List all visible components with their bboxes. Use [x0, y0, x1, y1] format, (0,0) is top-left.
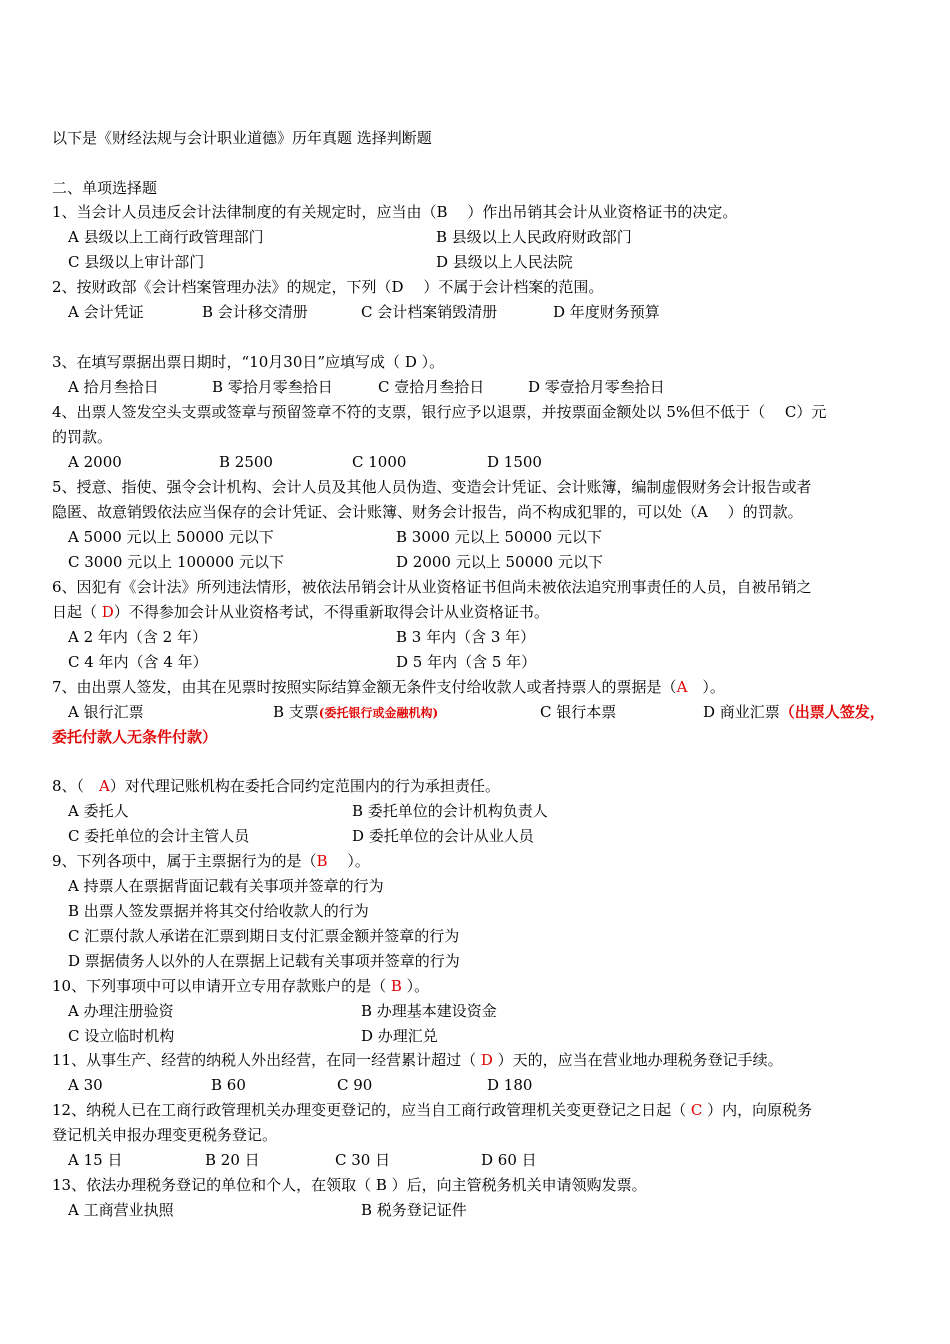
- q10-post: ）。: [401, 977, 430, 995]
- q1-option-a: A 县级以上工商行政管理部门: [68, 228, 264, 246]
- question-13: 13、依法办理税务登记的单位和个人，在领取（ B ）后，向主管税务机关申请领购发票。: [52, 1176, 647, 1194]
- q10-option-c: C 设立临时机构: [68, 1027, 175, 1045]
- q11-option-d: D 180: [487, 1076, 533, 1094]
- q4-option-d: D 1500: [487, 453, 542, 471]
- q3-option-c: C 壹拾月叁拾日: [378, 378, 485, 396]
- q7-option-d: [703, 702, 885, 722]
- q7-pre: 7、由出票人签发，由其在见票时按照实际结算金额无条件支付给收款人或者持票人的票据是（: [52, 678, 677, 696]
- q9-option-b: B 出票人签发票据并将其交付给收款人的行为: [68, 902, 369, 920]
- question-5-line-1: 5、授意、指使、强令会计机构、会计人员及其他人员伪造、变造会计凭证、会计账簿，编制虚假财务会计报告或者: [52, 478, 812, 496]
- q1-option-d: D 县级以上人民法院: [436, 253, 573, 271]
- q7-post: ）。: [687, 678, 725, 696]
- q6-line2-pre: 日起（: [52, 603, 102, 621]
- q5-option-d: D 2000 元以上 50000 元以下: [396, 553, 603, 571]
- q11-option-a: A 30: [68, 1076, 103, 1094]
- q5-option-b: B 3000 元以上 50000 元以下: [396, 528, 602, 546]
- question-6-line-2: [52, 602, 549, 622]
- q8-answer: A: [99, 777, 110, 795]
- question-7: [52, 677, 725, 697]
- q7-option-b-text: B 支票: [273, 703, 319, 721]
- q9-post: ）。: [327, 852, 370, 870]
- q3-option-a: A 拾月叁拾日: [68, 378, 159, 396]
- question-8: [52, 776, 500, 796]
- q9-option-a: A 持票人在票据背面记载有关事项并签章的行为: [68, 877, 384, 895]
- q13-option-a: A 工商营业执照: [68, 1201, 174, 1219]
- q7-option-d-text: D 商业汇票: [703, 703, 780, 721]
- question-11: [52, 1050, 783, 1070]
- q10-option-b: B 办理基本建设资金: [361, 1002, 497, 1020]
- q6-option-c: C 4 年内（含 4 年）: [68, 653, 208, 671]
- q12-option-c: C 30 日: [335, 1151, 391, 1169]
- q12-pre: 12、纳税人已在工商行政管理机关办理变更登记的，应当自工商行政管理机关变更登记之日起（: [52, 1101, 691, 1119]
- q8-option-b: B 委托单位的会计机构负责人: [352, 802, 548, 820]
- q11-post: ）天的，应当在营业地办理税务登记手续。: [492, 1051, 783, 1069]
- q2-option-c: C 会计档案销毁清册: [361, 303, 498, 321]
- q7-option-b-note: (委托银行或金融机构): [318, 706, 439, 720]
- q12-answer: C: [690, 1101, 703, 1119]
- q9-option-c: C 汇票付款人承诺在汇票到期日支付汇票金额并签章的行为: [68, 927, 460, 945]
- q12-option-d: D 60 日: [481, 1151, 537, 1169]
- question-12-line-1: [52, 1100, 812, 1120]
- question-12-line-2: 登记机关申报办理变更税务登记。: [52, 1126, 278, 1144]
- q2-option-b: B 会计移交清册: [202, 303, 308, 321]
- q11-pre: 11、从事生产、经营的纳税人外出经营，在同一经营累计超过（: [52, 1051, 481, 1069]
- q10-option-d: D 办理汇兑: [361, 1027, 438, 1045]
- q8-option-a: A 委托人: [68, 802, 129, 820]
- question-10: [52, 976, 429, 996]
- q12-post: ）内，向原税务: [702, 1101, 813, 1119]
- q9-option-d: D 票据债务人以外的人在票据上记载有关事项并签章的行为: [68, 952, 460, 970]
- q1-option-b: B 县级以上人民政府财政部门: [436, 228, 632, 246]
- question-3: 3、在填写票据出票日期时，“10月30日”应填写成（ D ）。: [52, 353, 445, 371]
- q8-post: ）对代理记账机构在委托合同约定范围内的行为承担责任。: [109, 777, 500, 795]
- q6-line2-post: ）不得参加会计从业资格考试，不得重新取得会计从业资格证书。: [113, 603, 549, 621]
- q12-option-a: A 15 日: [68, 1151, 123, 1169]
- q7-answer: A: [676, 678, 688, 696]
- q7-option-a: A 银行汇票: [68, 703, 144, 721]
- q10-pre: 10、下列事项中可以申请开立专用存款账户的是（: [52, 977, 391, 995]
- q4-option-c: C 1000: [352, 453, 407, 471]
- q7-option-d-note: （出票人签发，: [779, 703, 885, 721]
- q6-option-a: A 2 年内（含 2 年）: [68, 628, 207, 646]
- q6-option-b: B 3 年内（含 3 年）: [396, 628, 536, 646]
- q5-option-c: C 3000 元以上 100000 元以下: [68, 553, 284, 571]
- q11-option-c: C 90: [337, 1076, 373, 1094]
- q13-option-b: B 税务登记证件: [361, 1201, 467, 1219]
- q6-option-d: D 5 年内（含 5 年）: [396, 653, 537, 671]
- question-2: 2、按财政部《会计档案管理办法》的规定，下列（D ）不属于会计档案的范围。: [52, 278, 604, 296]
- q11-answer: D: [480, 1051, 493, 1069]
- section-title: 二、单项选择题: [52, 179, 158, 197]
- q8-option-d: D 委托单位的会计从业人员: [352, 827, 534, 845]
- question-4-line-2: 的罚款。: [52, 428, 113, 446]
- intro-heading: 以下是《财经法规与会计职业道德》历年真题 选择判断题: [52, 129, 432, 147]
- q2-option-d: D 年度财务预算: [553, 303, 660, 321]
- question-5-line-2: 隐匿、故意销毁依法应当保存的会计凭证、会计账簿、财务会计报告，尚不构成犯罪的，可以处（A ）的罚款。: [52, 503, 803, 521]
- question-1: 1、当会计人员违反会计法律制度的有关规定时，应当由（B ）作出吊销其会计从业资格证书的决定。: [52, 203, 738, 221]
- q4-option-a: A 2000: [68, 453, 122, 471]
- question-9: [52, 851, 370, 871]
- q8-pre: 8、（: [52, 777, 100, 795]
- q8-option-c: C 委托单位的会计主管人员: [68, 827, 250, 845]
- question-4-line-1: 4、出票人签发空头支票或签章与预留签章不符的支票，银行应予以退票，并按票面金额处以 5%但不低于（ C）元: [52, 403, 827, 421]
- q3-option-b: B 零拾月零叁拾日: [212, 378, 333, 396]
- q10-option-a: A 办理注册验资: [68, 1002, 174, 1020]
- q6-answer: D: [101, 603, 114, 621]
- q7-option-b: [273, 702, 438, 723]
- q5-option-a: A 5000 元以上 50000 元以下: [68, 528, 274, 546]
- q4-option-b: B 2500: [219, 453, 273, 471]
- q7-note-continued: 委托付款人无条件付款）: [52, 728, 218, 746]
- q2-option-a: A 会计凭证: [68, 303, 144, 321]
- q1-option-c: C 县级以上审计部门: [68, 253, 205, 271]
- q3-option-d: D 零壹拾月零叁拾日: [528, 378, 665, 396]
- q9-pre: 9、下列各项中，属于主票据行为的是（: [52, 852, 317, 870]
- q11-option-b: B 60: [211, 1076, 246, 1094]
- q9-answer: B: [316, 852, 328, 870]
- question-6-line-1: 6、因犯有《会计法》所列违法情形，被依法吊销会计从业资格证书但尚未被依法追究刑事责任的人员，自被吊销之: [52, 578, 812, 596]
- q10-answer: B: [390, 977, 402, 995]
- q7-option-c: C 银行本票: [540, 703, 617, 721]
- q12-option-b: B 20 日: [205, 1151, 260, 1169]
